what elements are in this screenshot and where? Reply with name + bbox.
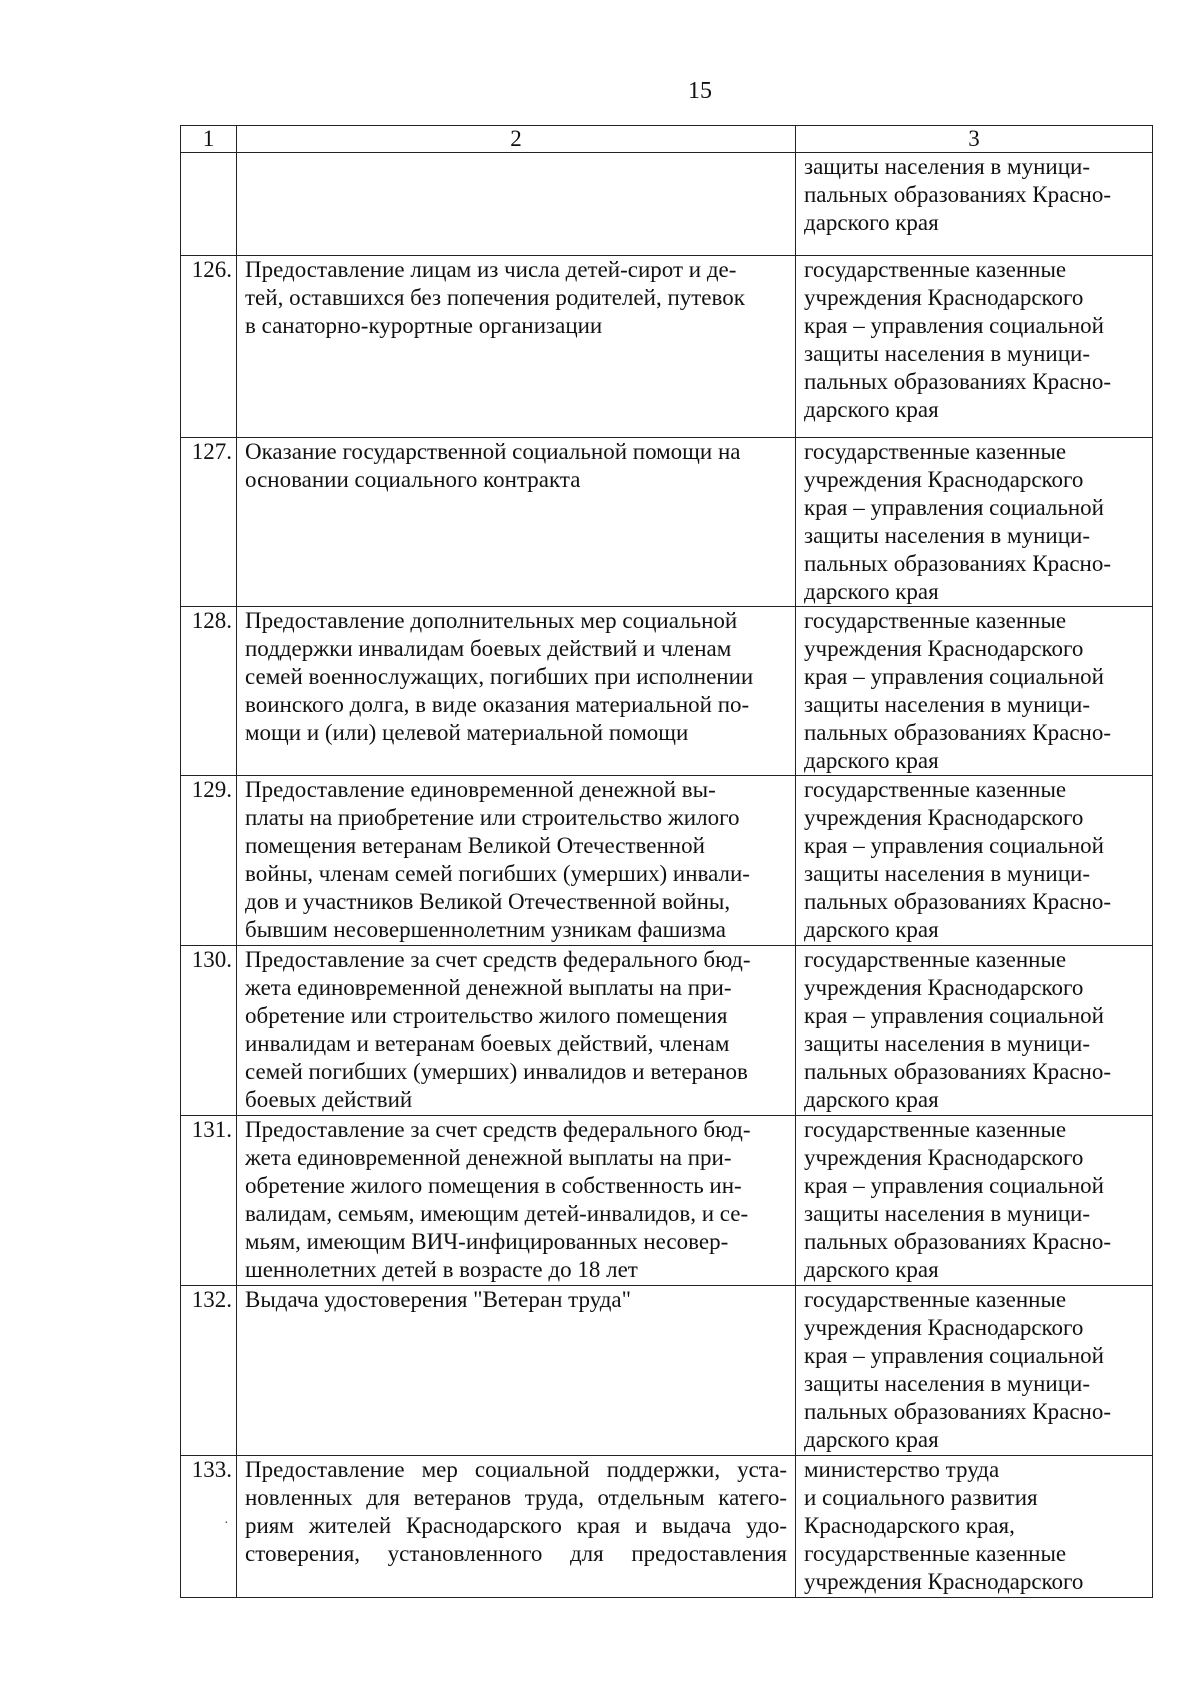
service-cell <box>237 153 796 256</box>
cell-text-line: жета единовременной денежной выплаты на при- <box>245 975 732 1000</box>
cell-text-line: мьям, имеющим ВИЧ-инфицированных несовер- <box>245 1229 729 1254</box>
page-number: 15 <box>688 78 712 104</box>
agency-cell <box>796 438 1153 607</box>
cell-text-line: обретение или строительство жилого помещения <box>245 1003 728 1028</box>
cell-text-line: риям жителей Краснодарского края и выдача удо- <box>245 1513 787 1538</box>
cell-text-line: Предоставление дополнительных мер социальной <box>245 608 738 633</box>
table-row <box>181 438 1153 607</box>
cell-text-line: края – управления социальной <box>804 313 1104 338</box>
cell-text-line: государственные казенные <box>804 608 1067 633</box>
cell-text-line: Предоставление за счет средств федерального бюд- <box>245 1117 751 1142</box>
cell-text-line: пальных образованиях Красно- <box>804 1399 1111 1424</box>
row-number: 129. <box>181 776 237 946</box>
cell-text-line: Краснодарского края, <box>804 1513 1015 1538</box>
services-table <box>180 125 1153 1598</box>
cell-text-line: и социального развития <box>804 1485 1038 1510</box>
cell-text-line: защиты населения в муници- <box>804 692 1090 717</box>
cell-text-line: пальных образованиях Красно- <box>804 1059 1111 1084</box>
agency-cell <box>796 946 1153 1116</box>
table-row <box>181 1456 1153 1598</box>
cell-text-line: обретение жилого помещения в собственность ин- <box>245 1173 742 1198</box>
cell-text-line: основании социального контракта <box>245 467 581 492</box>
cell-text-line: пальных образованиях Красно- <box>804 182 1111 207</box>
cell-text-line: дов и участников Великой Отечественной войны, <box>245 889 731 914</box>
cell-text-line: учреждения Краснодарского <box>804 467 1084 492</box>
cell-text-line: защиты населения в муници- <box>804 861 1090 886</box>
cell-text-line: в санаторно-курортные организации <box>245 313 603 338</box>
cell-text-line: учреждения Краснодарского <box>804 636 1084 661</box>
row-number: 130. <box>181 946 237 1116</box>
cell-text-line: дарского края <box>804 579 939 604</box>
agency-cell <box>796 256 1153 438</box>
row-number: 133. <box>181 1456 237 1598</box>
agency-cell <box>796 776 1153 946</box>
cell-text-line: министерство труда <box>804 1457 1000 1482</box>
cell-text-line: дарского края <box>804 917 939 942</box>
cell-text-line: войны, членам семей погибших (умерших) инвали- <box>245 861 750 886</box>
service-cell <box>237 1116 796 1286</box>
cell-text-line: защиты населения в муници- <box>804 1371 1090 1396</box>
agency-cell <box>796 1286 1153 1456</box>
column-header-service: 2 <box>237 126 796 153</box>
cell-text-line: Предоставление лицам из числа детей-сирот и де- <box>245 257 737 282</box>
cell-text-line: дарского края <box>804 397 939 422</box>
table-row <box>181 1286 1153 1456</box>
cell-text-line: валидам, семьям, имеющим детей-инвалидов, и се- <box>245 1201 749 1226</box>
cell-text-line: края – управления социальной <box>804 833 1104 858</box>
table-row <box>181 256 1153 438</box>
cell-text-line: государственные казенные <box>804 1541 1067 1566</box>
cell-text-line: новленных для ветеранов труда, отдельным катего- <box>245 1485 787 1510</box>
cell-text-line: защиты населения в муници- <box>804 523 1090 548</box>
cell-text-line: дарского края <box>804 210 939 235</box>
cell-text-line: семей военнослужащих, погибших при исполнении <box>245 664 754 689</box>
cell-text-line: защиты населения в муници- <box>804 154 1090 179</box>
cell-text-line: государственные казенные <box>804 257 1067 282</box>
cell-text-line: Предоставление единовременной денежной вы- <box>245 777 716 802</box>
cell-text-line: Оказание государственной социальной помощи на <box>245 439 741 464</box>
row-number: 132. <box>181 1286 237 1456</box>
cell-text-line: государственные казенные <box>804 777 1067 802</box>
row-number: 127. <box>181 438 237 607</box>
cell-text-line: Выдача удостоверения "Ветеран труда" <box>245 1287 632 1312</box>
cell-text-line: дарского края <box>804 748 939 773</box>
cell-text-line: помещения ветеранам Великой Отечественной <box>245 833 705 858</box>
service-cell <box>237 438 796 607</box>
cell-text-line: бывшим несовершеннолетним узникам фашизма <box>245 917 727 942</box>
cell-text-line: защиты населения в муници- <box>804 1201 1090 1226</box>
cell-text-line: поддержки инвалидам боевых действий и членам <box>245 636 732 661</box>
cell-text-line: шеннолетних детей в возрасте до 18 лет <box>245 1257 638 1282</box>
table-row <box>181 1116 1153 1286</box>
service-cell <box>237 607 796 776</box>
row-number: 126. <box>181 256 237 438</box>
cell-text-line: мощи и (или) целевой материальной помощи <box>245 720 689 745</box>
table-row <box>181 946 1153 1116</box>
cell-text-line: семей погибших (умерших) инвалидов и ветеранов <box>245 1059 748 1084</box>
row-number <box>181 153 237 256</box>
cell-text-line: учреждения Краснодарского <box>804 1145 1084 1170</box>
cell-text-line: учреждения Краснодарского <box>804 1315 1084 1340</box>
table-row <box>181 607 1153 776</box>
cell-text-line: защиты населения в муници- <box>804 1031 1090 1056</box>
cell-text-line: края – управления социальной <box>804 664 1104 689</box>
row-number: 131. <box>181 1116 237 1286</box>
cell-text-line: тей, оставшихся без попечения родителей, путевок <box>245 285 745 310</box>
cell-text-line: края – управления социальной <box>804 495 1104 520</box>
agency-cell <box>796 1116 1153 1286</box>
service-cell <box>237 1456 796 1598</box>
cell-text-line: края – управления социальной <box>804 1003 1104 1028</box>
agency-cell <box>796 607 1153 776</box>
cell-text-line: дарского края <box>804 1087 939 1112</box>
cell-text-line: учреждения Краснодарского <box>804 1569 1084 1594</box>
column-header-number: 1 <box>181 126 237 153</box>
service-cell <box>237 776 796 946</box>
cell-text-line: пальных образованиях Красно- <box>804 720 1111 745</box>
cell-text-line: защиты населения в муници- <box>804 341 1090 366</box>
cell-text-line: учреждения Краснодарского <box>804 975 1084 1000</box>
cell-text-line: Предоставление мер социальной поддержки, уста- <box>245 1457 787 1482</box>
cell-text-line: стоверения, установленного для предоставления <box>245 1541 787 1566</box>
cell-text-line: пальных образованиях Красно- <box>804 889 1111 914</box>
cell-text-line: учреждения Краснодарского <box>804 285 1084 310</box>
cell-text-line: государственные казенные <box>804 439 1067 464</box>
cell-text-line: инвалидам и ветеранам боевых действий, членам <box>245 1031 730 1056</box>
table-header-row <box>181 126 1153 153</box>
cell-text-line: края – управления социальной <box>804 1343 1104 1368</box>
table-row <box>181 153 1153 256</box>
scan-dot-mark: · <box>224 1516 229 1531</box>
cell-text-line: учреждения Краснодарского <box>804 805 1084 830</box>
cell-text-line: платы на приобретение или строительство жилого <box>245 805 740 830</box>
service-cell <box>237 946 796 1116</box>
row-number: 128. <box>181 607 237 776</box>
cell-text-line: пальных образованиях Красно- <box>804 369 1111 394</box>
cell-text-line: края – управления социальной <box>804 1173 1104 1198</box>
cell-text-line: дарского края <box>804 1257 939 1282</box>
agency-cell <box>796 1456 1153 1598</box>
agency-cell <box>796 153 1153 256</box>
cell-text-line: жета единовременной денежной выплаты на при- <box>245 1145 732 1170</box>
column-header-agency: 3 <box>796 126 1153 153</box>
cell-text-line: дарского края <box>804 1427 939 1452</box>
table-row <box>181 776 1153 946</box>
cell-text-line: пальных образованиях Красно- <box>804 1229 1111 1254</box>
cell-text-line: государственные казенные <box>804 947 1067 972</box>
cell-text-line: государственные казенные <box>804 1287 1067 1312</box>
service-cell <box>237 256 796 438</box>
service-cell <box>237 1286 796 1456</box>
cell-text-line: воинского долга, в виде оказания материальной по- <box>245 692 750 717</box>
cell-text-line: государственные казенные <box>804 1117 1067 1142</box>
cell-text-line: пальных образованиях Красно- <box>804 551 1111 576</box>
cell-text-line: боевых действий <box>245 1087 413 1112</box>
cell-text-line: Предоставление за счет средств федерального бюд- <box>245 947 751 972</box>
